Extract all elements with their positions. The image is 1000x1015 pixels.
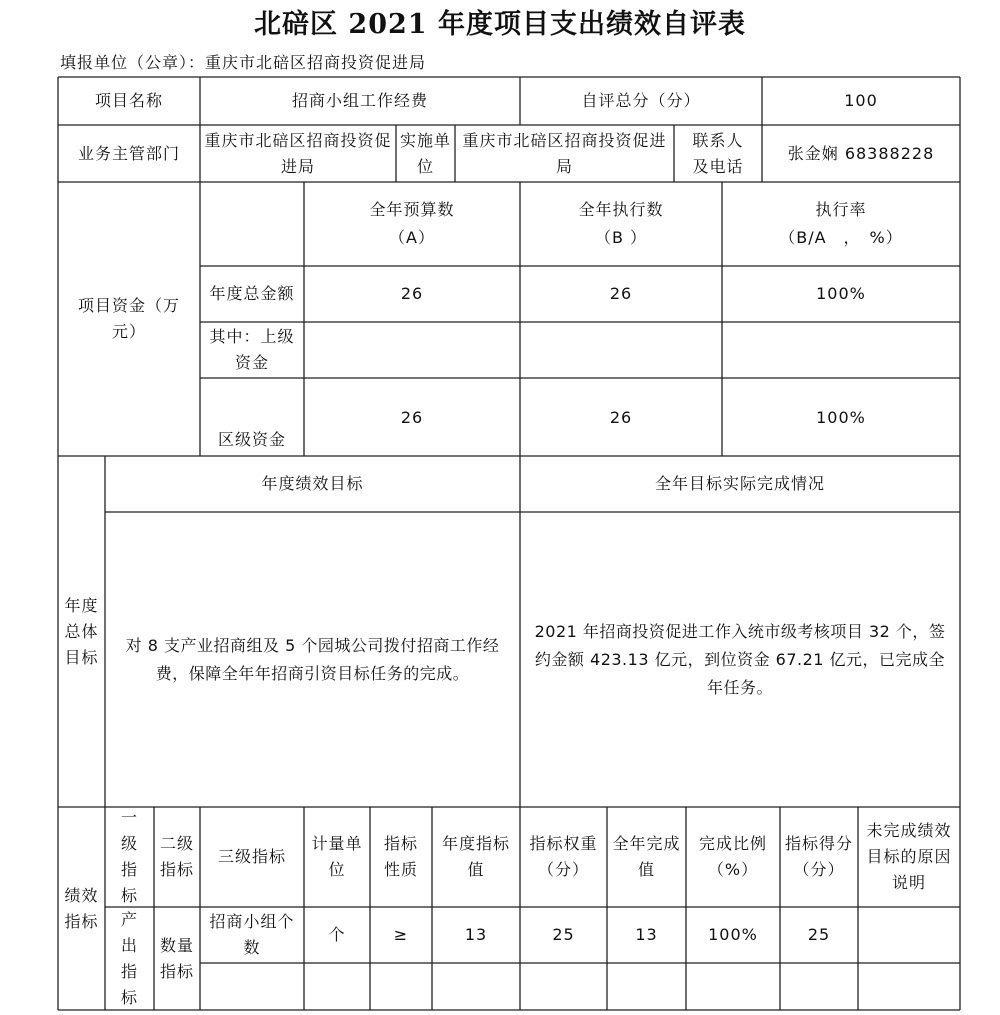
row-weight: 25 [552,925,575,944]
funds-row-upper-budget [304,322,520,378]
funds-row-total-exec: 26 [609,284,633,303]
funds-row-district-exec: 26 [609,408,633,427]
contact-label: 联系人及电话 [692,130,744,176]
funds-label: 项目资金（万元） [77,296,180,341]
header-actual: 全年完成值 [612,834,681,879]
goals-actual-header: 全年目标实际完成情况 [654,474,825,493]
page-title: 北碚区 2021 年度项目支出绩效自评表 [254,9,746,40]
funds-row-total-budget: 26 [400,284,424,303]
project-name: 招商小组工作经费 [291,91,428,110]
header-level3: 三级指标 [217,847,286,866]
header-unit: 计量单位 [311,834,363,879]
goals-target-header: 年度绩效目标 [261,474,364,493]
header-target: 年度指标值 [441,834,510,879]
row-score: 25 [807,925,831,944]
col-budget-sub: （A） [389,228,435,247]
dept-label: 业务主管部门 [77,143,180,163]
col-rate-sub: （B/A ， %） [779,228,903,247]
contact-value: 张金娴 68388228 [787,143,935,163]
col-rate-header: 执行率 [815,200,867,219]
col-exec-header: 全年执行数 [578,200,664,219]
header-ratio: 完成比例（%） [698,834,767,879]
funds-row-total-rate: 100% [816,284,866,303]
row-reason [858,907,960,963]
project-name-label: 项目名称 [94,91,163,110]
row-target: 13 [464,925,488,944]
goals-label: 年度总体目标 [64,595,99,667]
header-level2: 二级指标 [160,834,195,879]
goals-actual-text: 2021 年招商投资促进工作入统市级考核项目 32 个，签约金额 423.13 亿元，到位资金 67.21 亿元，已完成全年任务。 [534,621,946,697]
dept-value: 重庆市北碚区招商投资促进局 [204,130,392,176]
row-actual: 13 [635,925,658,944]
funds-row-district-rate: 100% [816,408,866,427]
goals-target-text: 对 8 支产业招商组及 5 个园城公司拨付招商工作经费，保障全年年招商引资目标任务的完成。 [125,635,500,683]
row-unit: 个 [328,925,346,944]
funds-row-upper-exec [520,322,722,378]
row-level2: 数量指标 [160,935,195,981]
funds-row-district-label: 区级资金 [217,430,286,449]
total-score-label: 自评总分（分） [581,91,701,110]
col-exec-sub: （B ） [594,228,648,247]
header-reason: 未完成绩效目标的原因说明 [866,821,952,892]
indicators-label: 绩效指标 [64,885,99,931]
header-score: 指标得分（分） [784,834,853,879]
funds-row-upper-rate [722,322,960,378]
funds-row-upper-label: 其中：上级资金 [209,327,295,372]
funds-row-total-label: 年度总金额 [209,284,295,303]
total-score: 100 [844,91,878,110]
row-ratio: 100% [708,925,758,944]
header-nature: 指标性质 [383,834,418,879]
header-weight: 指标权重（分） [529,834,598,879]
row-level3: 招商小组个数 [209,912,295,957]
row-level1: 产出指标 [120,909,138,1007]
impl-unit-label: 实施单位 [399,130,451,176]
reporting-unit: 填报单位（公章）：重庆市北碚区招商投资促进局 [60,53,427,72]
col-budget-header: 全年预算数 [369,200,455,219]
impl-unit-value: 重庆市北碚区招商投资促进局 [462,130,667,176]
row-nature: ≥ [393,925,409,944]
header-level1: 一级指标 [120,808,138,905]
funds-row-district-budget: 26 [400,408,424,427]
